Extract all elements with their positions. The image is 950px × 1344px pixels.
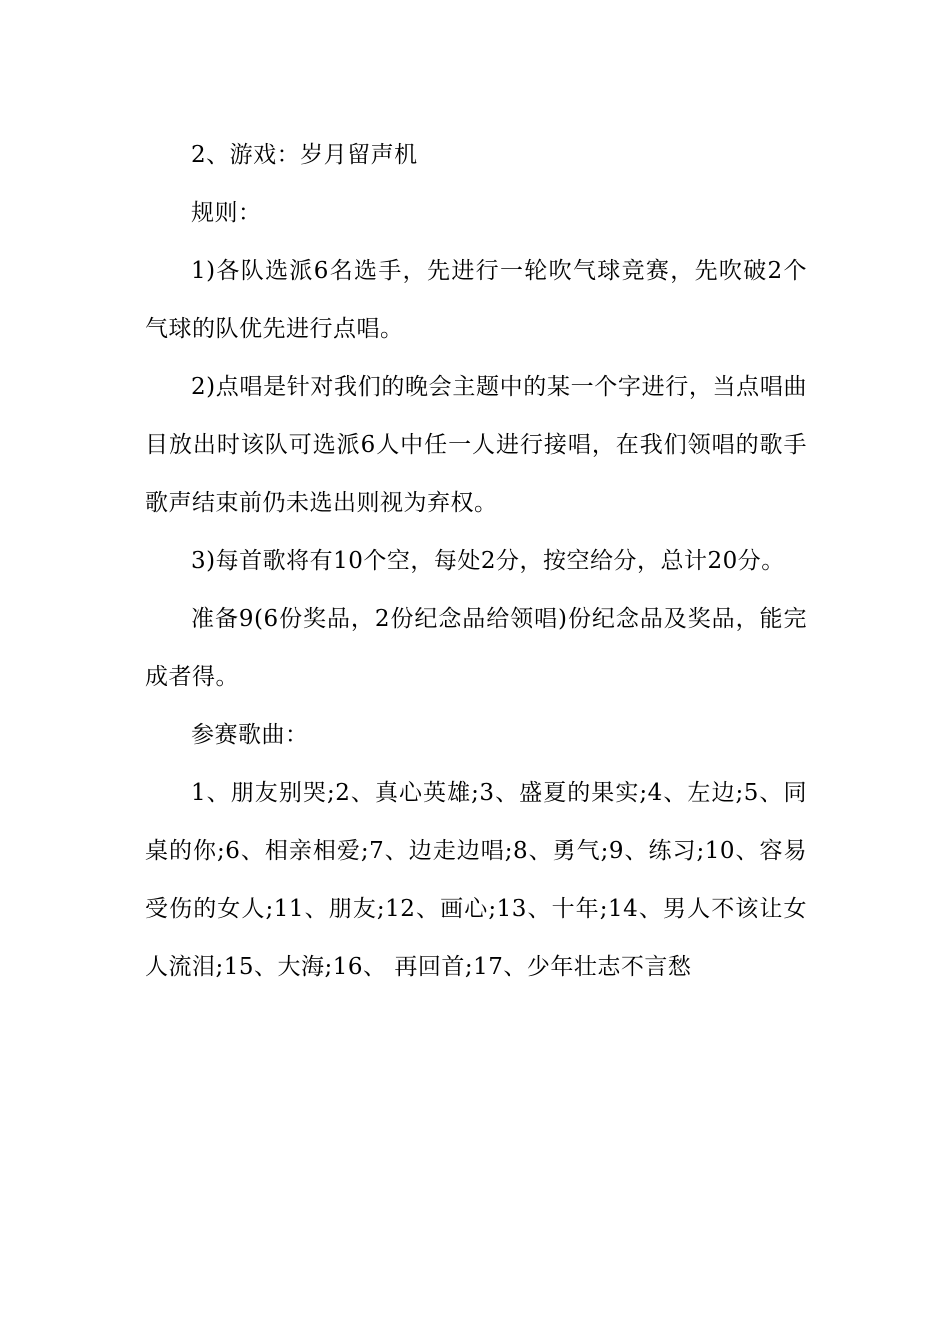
rule-2-paragraph: 2)点唱是针对我们的晚会主题中的某一个字进行，当点唱曲目放出时该队可选派6人中任一人进行接唱，在我们领唱的歌手歌声结束前仍未选出则视为弃权。	[145, 374, 807, 516]
rule-3-paragraph: 3)每首歌将有10个空，每处2分，按空给分，总计20分。	[191, 548, 785, 574]
document-body	[145, 126, 807, 996]
section-heading: 2、游戏：岁月留声机	[191, 142, 418, 168]
rules-label: 规则：	[191, 200, 262, 226]
songs-list-paragraph: 1、朋友别哭;2、真心英雄;3、盛夏的果实;4、左边;5、同桌的你;6、相亲相爱;7、边走边唱;8、勇气;9、练习;10、容易受伤的女人;11、朋友;12、画心;13、十年;14、男人不该让女人流泪;15、大海;16、 再回首;17、少年壮志不言愁	[145, 780, 807, 980]
prizes-paragraph: 准备9(6份奖品，2份纪念品给领唱)份纪念品及奖品，能完成者得。	[145, 606, 807, 690]
songs-label: 参赛歌曲：	[191, 722, 309, 748]
rule-1-paragraph: 1)各队选派6名选手，先进行一轮吹气球竞赛，先吹破2个气球的队优先进行点唱。	[145, 258, 807, 342]
